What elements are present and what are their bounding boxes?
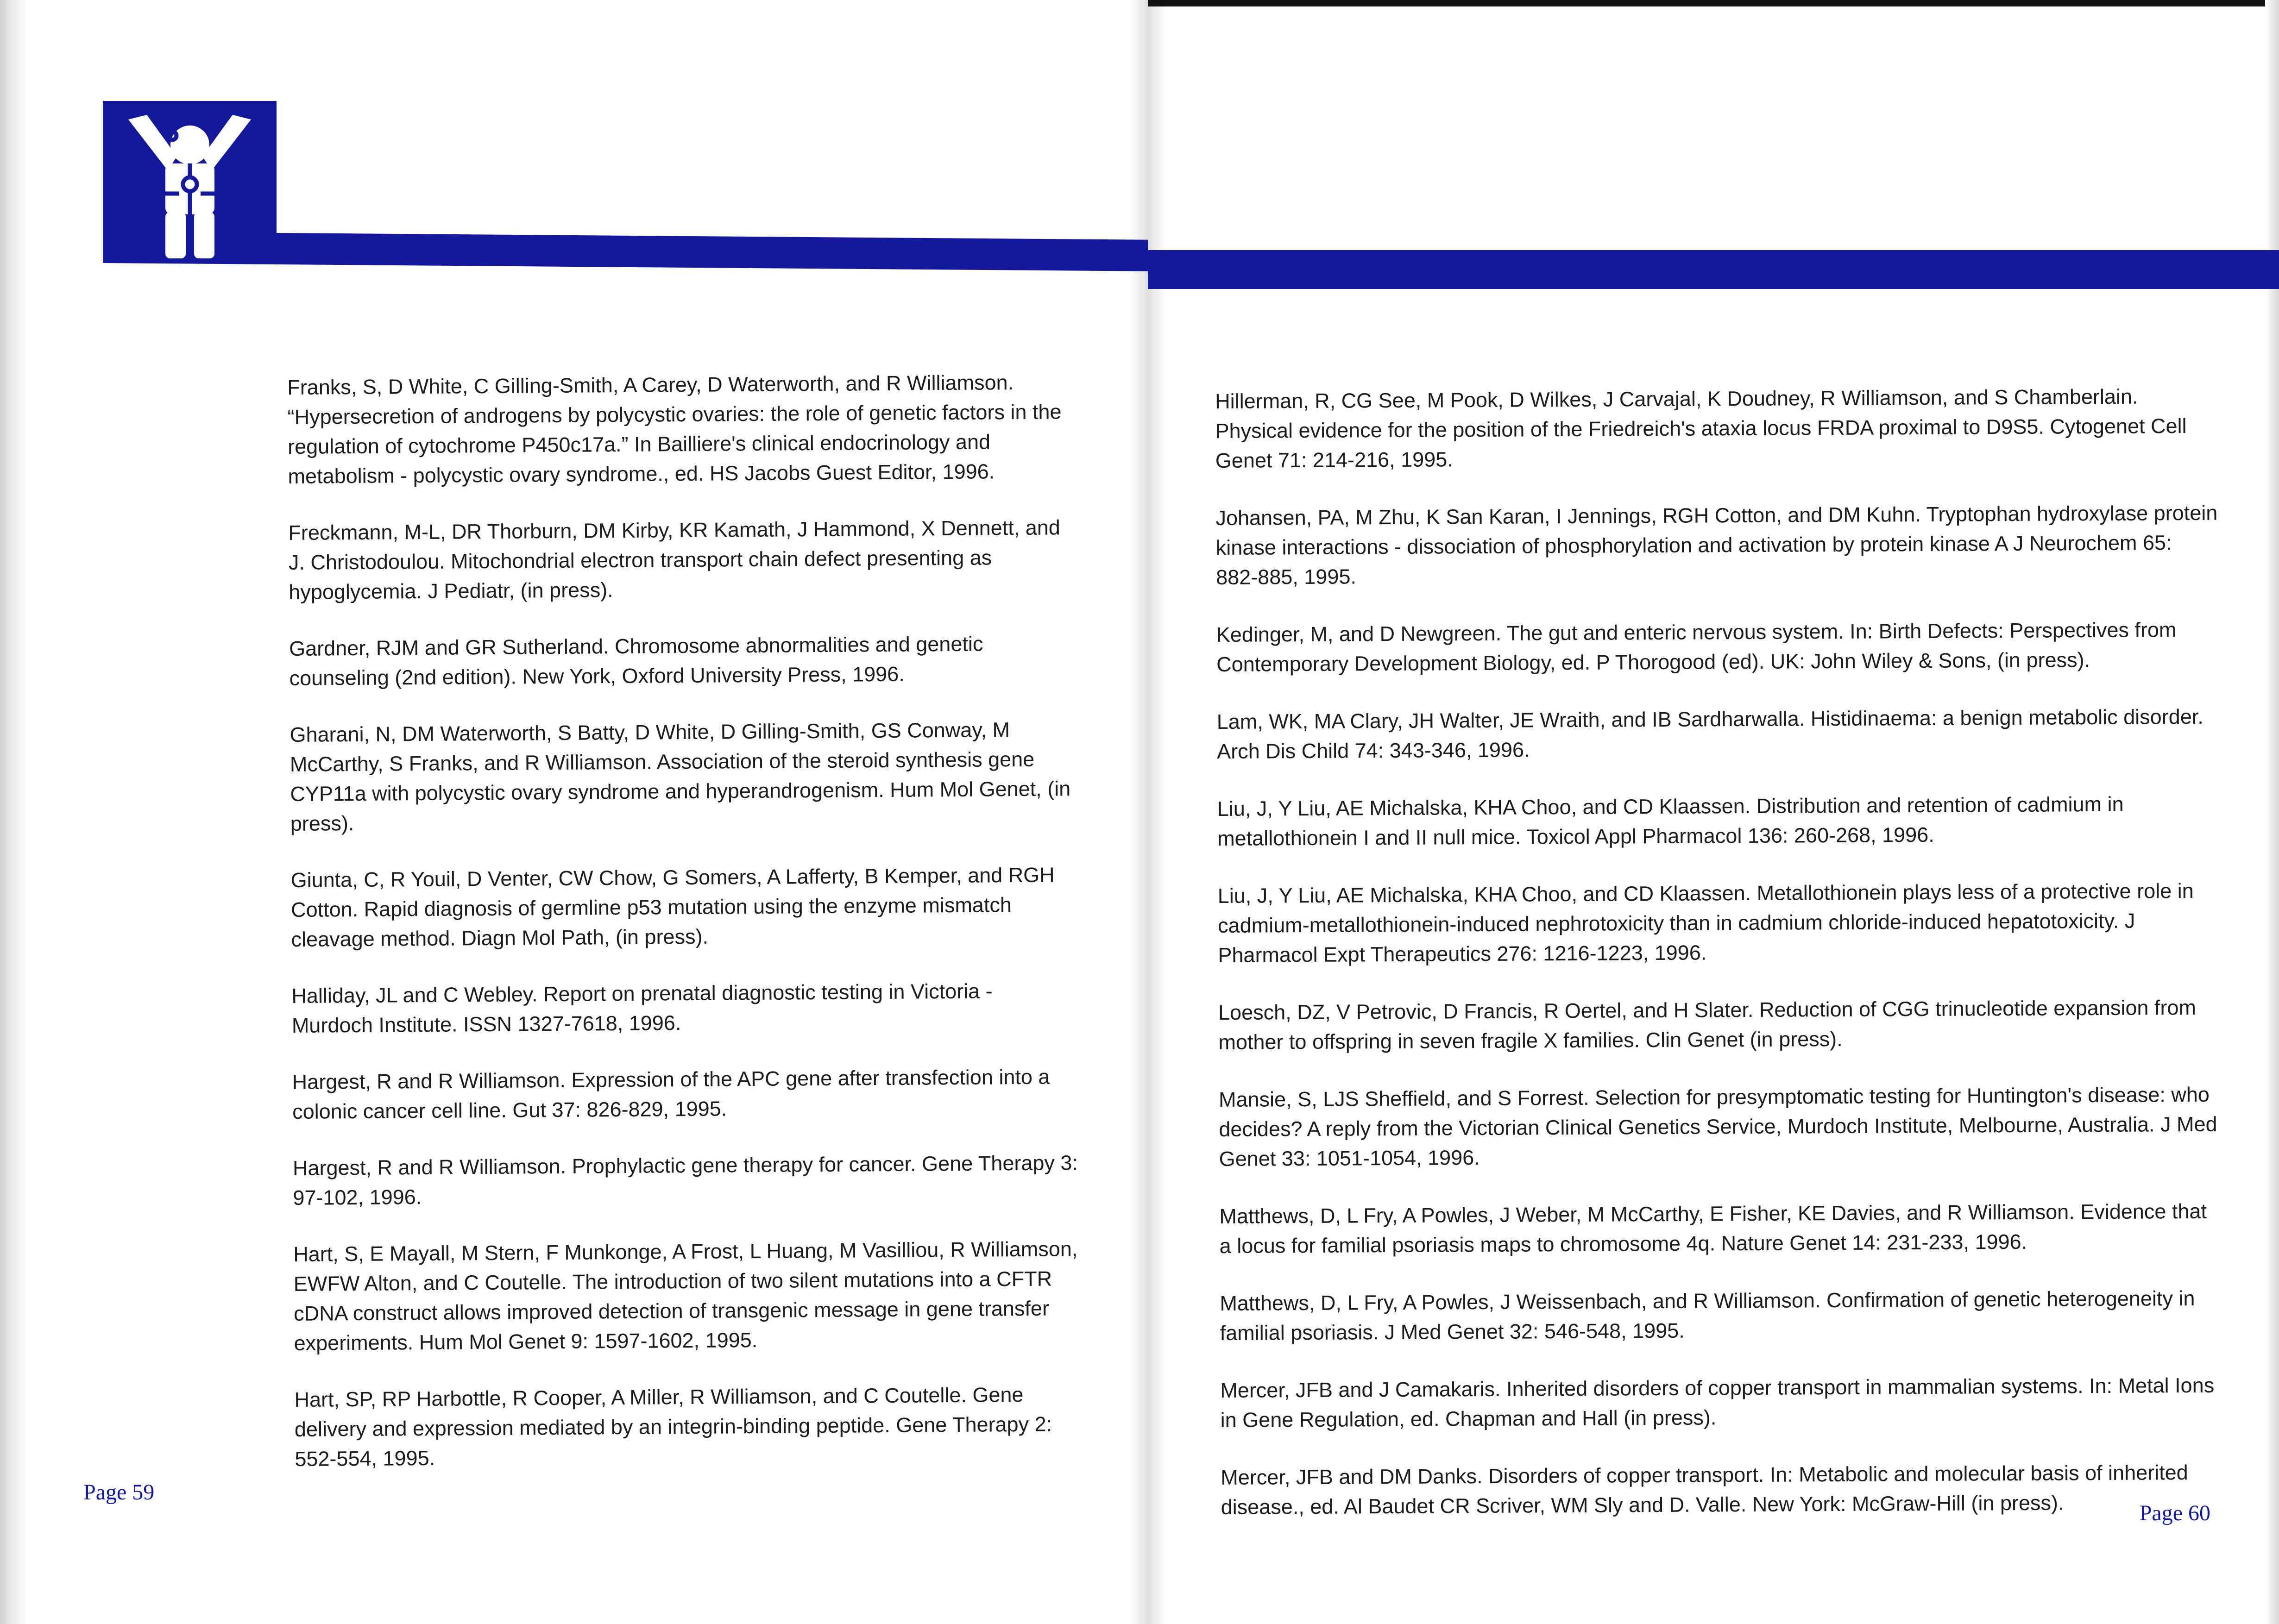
list-item: Hart, S, E Mayall, M Stern, F Munkonge, A Frost, L Huang, M Vasilliou, R Williamson, EWFW Alton, and C Coutelle. The introduction of two silent mutations into a CFTR cDNA construct allows improved detection of transgenic message in gene transfer experiments. Hum Mol Genet 9: 1597-1602, 1995. [293, 1237, 1078, 1355]
list-item: Mansie, S, LJS Sheffield, and S Forrest. Selection for presymptomatic testing for Huntington's disease: who decides? A reply from the Victorian Clinical Genetics Service, Murdoch Institute, Melbourne, Australia. J Med Genet 33: 1051-1054, 1996. [1218, 1082, 2217, 1171]
list-item: Gardner, RJM and GR Sutherland. Chromosome abnormalities and genetic counseling (2nd edition). New York, Oxford University Press, 1996. [289, 632, 983, 690]
list-item: Johansen, PA, M Zhu, K San Karan, I Jennings, RGH Cotton, and DM Kuhn. Tryptophan hydroxylase protein kinase interactions - dissociation of phosphorylation and activation by protein kinase A J Neurochem 65: 882-885, 1995. [1215, 501, 2218, 589]
list-item: Halliday, JL and C Webley. Report on prenatal diagnostic testing in Victoria - Murdoch Institute. ISSN 1327-7618, 1996. [291, 979, 993, 1037]
list-item: Mercer, JFB and DM Danks. Disorders of copper transport. In: Metabolic and molecular basis of inherited disease., ed. Al Baudet CR Scriver, WM Sly and D. Valle. New York: McGraw-Hill (in press). [1221, 1461, 2188, 1519]
list-item: Lam, WK, MA Clary, JH Walter, JE Wraith, and IB Sardharwalla. Histidinaema: a benign metabolic disorder. Arch Dis Child 74: 343-346, 1996. [1216, 704, 2203, 763]
page-edge [0, 0, 28, 1624]
binding-shadow [1148, 0, 1166, 1624]
list-item: Franks, S, D White, C Gilling-Smith, A Carey, D Waterworth, and R Williamson. “Hypersecretion of androgens by polycystic ovaries: the role of genetic factors in the regulation of cytochrome P450c17a.” In Bailliere's clinical endocrinology and metabolism - polycystic ovary syndrome., ed. HS Jacobs Guest Editor, 1996. [287, 370, 1062, 488]
list-item: Loesch, DZ, V Petrovic, D Francis, R Oertel, and H Slater. Reduction of CGG trinucleotide expansion from mother to offspring in seven fragile X families. Clin Genet (in press). [1218, 995, 2197, 1054]
logo [103, 101, 277, 263]
page-edge [2265, 0, 2279, 1624]
list-item: Gharani, N, DM Waterworth, S Batty, D White, D Gilling-Smith, GS Conway, M McCarthy, S Franks, and R Williamson. Association of the steroid synthesis gene CYP11a with polycystic ovary syndrome and hyperandrogenism. Hum Mol Genet, (in press). [290, 718, 1071, 835]
list-item: Matthews, D, L Fry, A Powles, J Weber, M McCarthy, E Fisher, KE Davies, and R Williamson. Evidence that a locus for familial psoriasis maps to chromosome 4q. Nature Genet 14: 231-233, 1996. [1219, 1199, 2207, 1258]
page-number: Page 60 [2139, 1501, 2210, 1525]
right-page [1148, 0, 2279, 1624]
list-item: Liu, J, Y Liu, AE Michalska, KHA Choo, and CD Klaassen. Distribution and retention of cadmium in metallothionein I and II null mice. Toxicol Appl Pharmacol 136: 260-268, 1996. [1217, 792, 2124, 850]
header-bar [1148, 250, 2279, 289]
page-top-edge [1148, 0, 2279, 6]
list-item: Hargest, R and R Williamson. Expression of the APC gene after transfection into a colonic cancer cell line. Gut 37: 826-829, 1995. [292, 1065, 1050, 1123]
page-number: Page 59 [83, 1480, 155, 1505]
child-puzzle-figure-icon [103, 101, 277, 263]
list-item: Matthews, D, L Fry, A Powles, J Weissenbach, and R Williamson. Confirmation of genetic heterogeneity in familial psoriasis. J Med Genet 32: 546-548, 1995. [1220, 1286, 2195, 1345]
list-item: Hillerman, R, CG See, M Pook, D Wilkes, J Carvajal, K Doudney, R Williamson, and S Chamberlain. Physical evidence for the position of the Friedreich's ataxia locus FRDA proximal to D9S5. Cytogenet Cell Genet 71: 214-216, 1995. [1215, 384, 2187, 472]
reference-list [287, 367, 1083, 1501]
list-item: Giunta, C, R Youil, D Venter, CW Chow, G Somers, A Lafferty, B Kemper, and RGH Cotton. Rapid diagnosis of germline p53 mutation using the enzyme mismatch cleavage method. Diagn Mol Path, (in press). [290, 863, 1055, 951]
list-item: Freckmann, M-L, DR Thorburn, DM Kirby, KR Kamath, J Hammond, X Dennett, and J. Christodoulou. Mitochondrial electron transport chain defect presenting as hypoglycemia. J Pediatr, (in press). [288, 515, 1060, 604]
reference-list [1215, 382, 2224, 1550]
list-item: Kedinger, M, and D Newgreen. The gut and enteric nervous system. In: Birth Defects: Perspectives from Contemporary Development Biology, ed. P Thorogood (ed). UK: John Wiley & Sons, (in press). [1216, 618, 2177, 676]
list-item: Mercer, JFB and J Camakaris. Inherited disorders of copper transport in mammalian systems. In: Metal Ions in Gene Regulation, ed. Chapman and Hall (in press). [1220, 1373, 2215, 1432]
list-item: Hargest, R and R Williamson. Prophylactic gene therapy for cancer. Gene Therapy 3: 97-102, 1996. [292, 1151, 1078, 1210]
list-item: Hart, SP, RP Harbottle, R Cooper, A Miller, R Williamson, and C Coutelle. Gene delivery and expression mediated by an integrin-binding peptide. Gene Therapy 2: 552-554, 1995. [294, 1382, 1052, 1471]
list-item: Liu, J, Y Liu, AE Michalska, KHA Choo, and CD Klaassen. Metallothionein plays less of a protective role in cadmium-metallothionein-induced nephrotoxicity than in cadmium chloride-induced hepatotoxicity. J Pharmacol Expt Therapeutics 276: 1216-1223, 1996. [1217, 878, 2194, 967]
